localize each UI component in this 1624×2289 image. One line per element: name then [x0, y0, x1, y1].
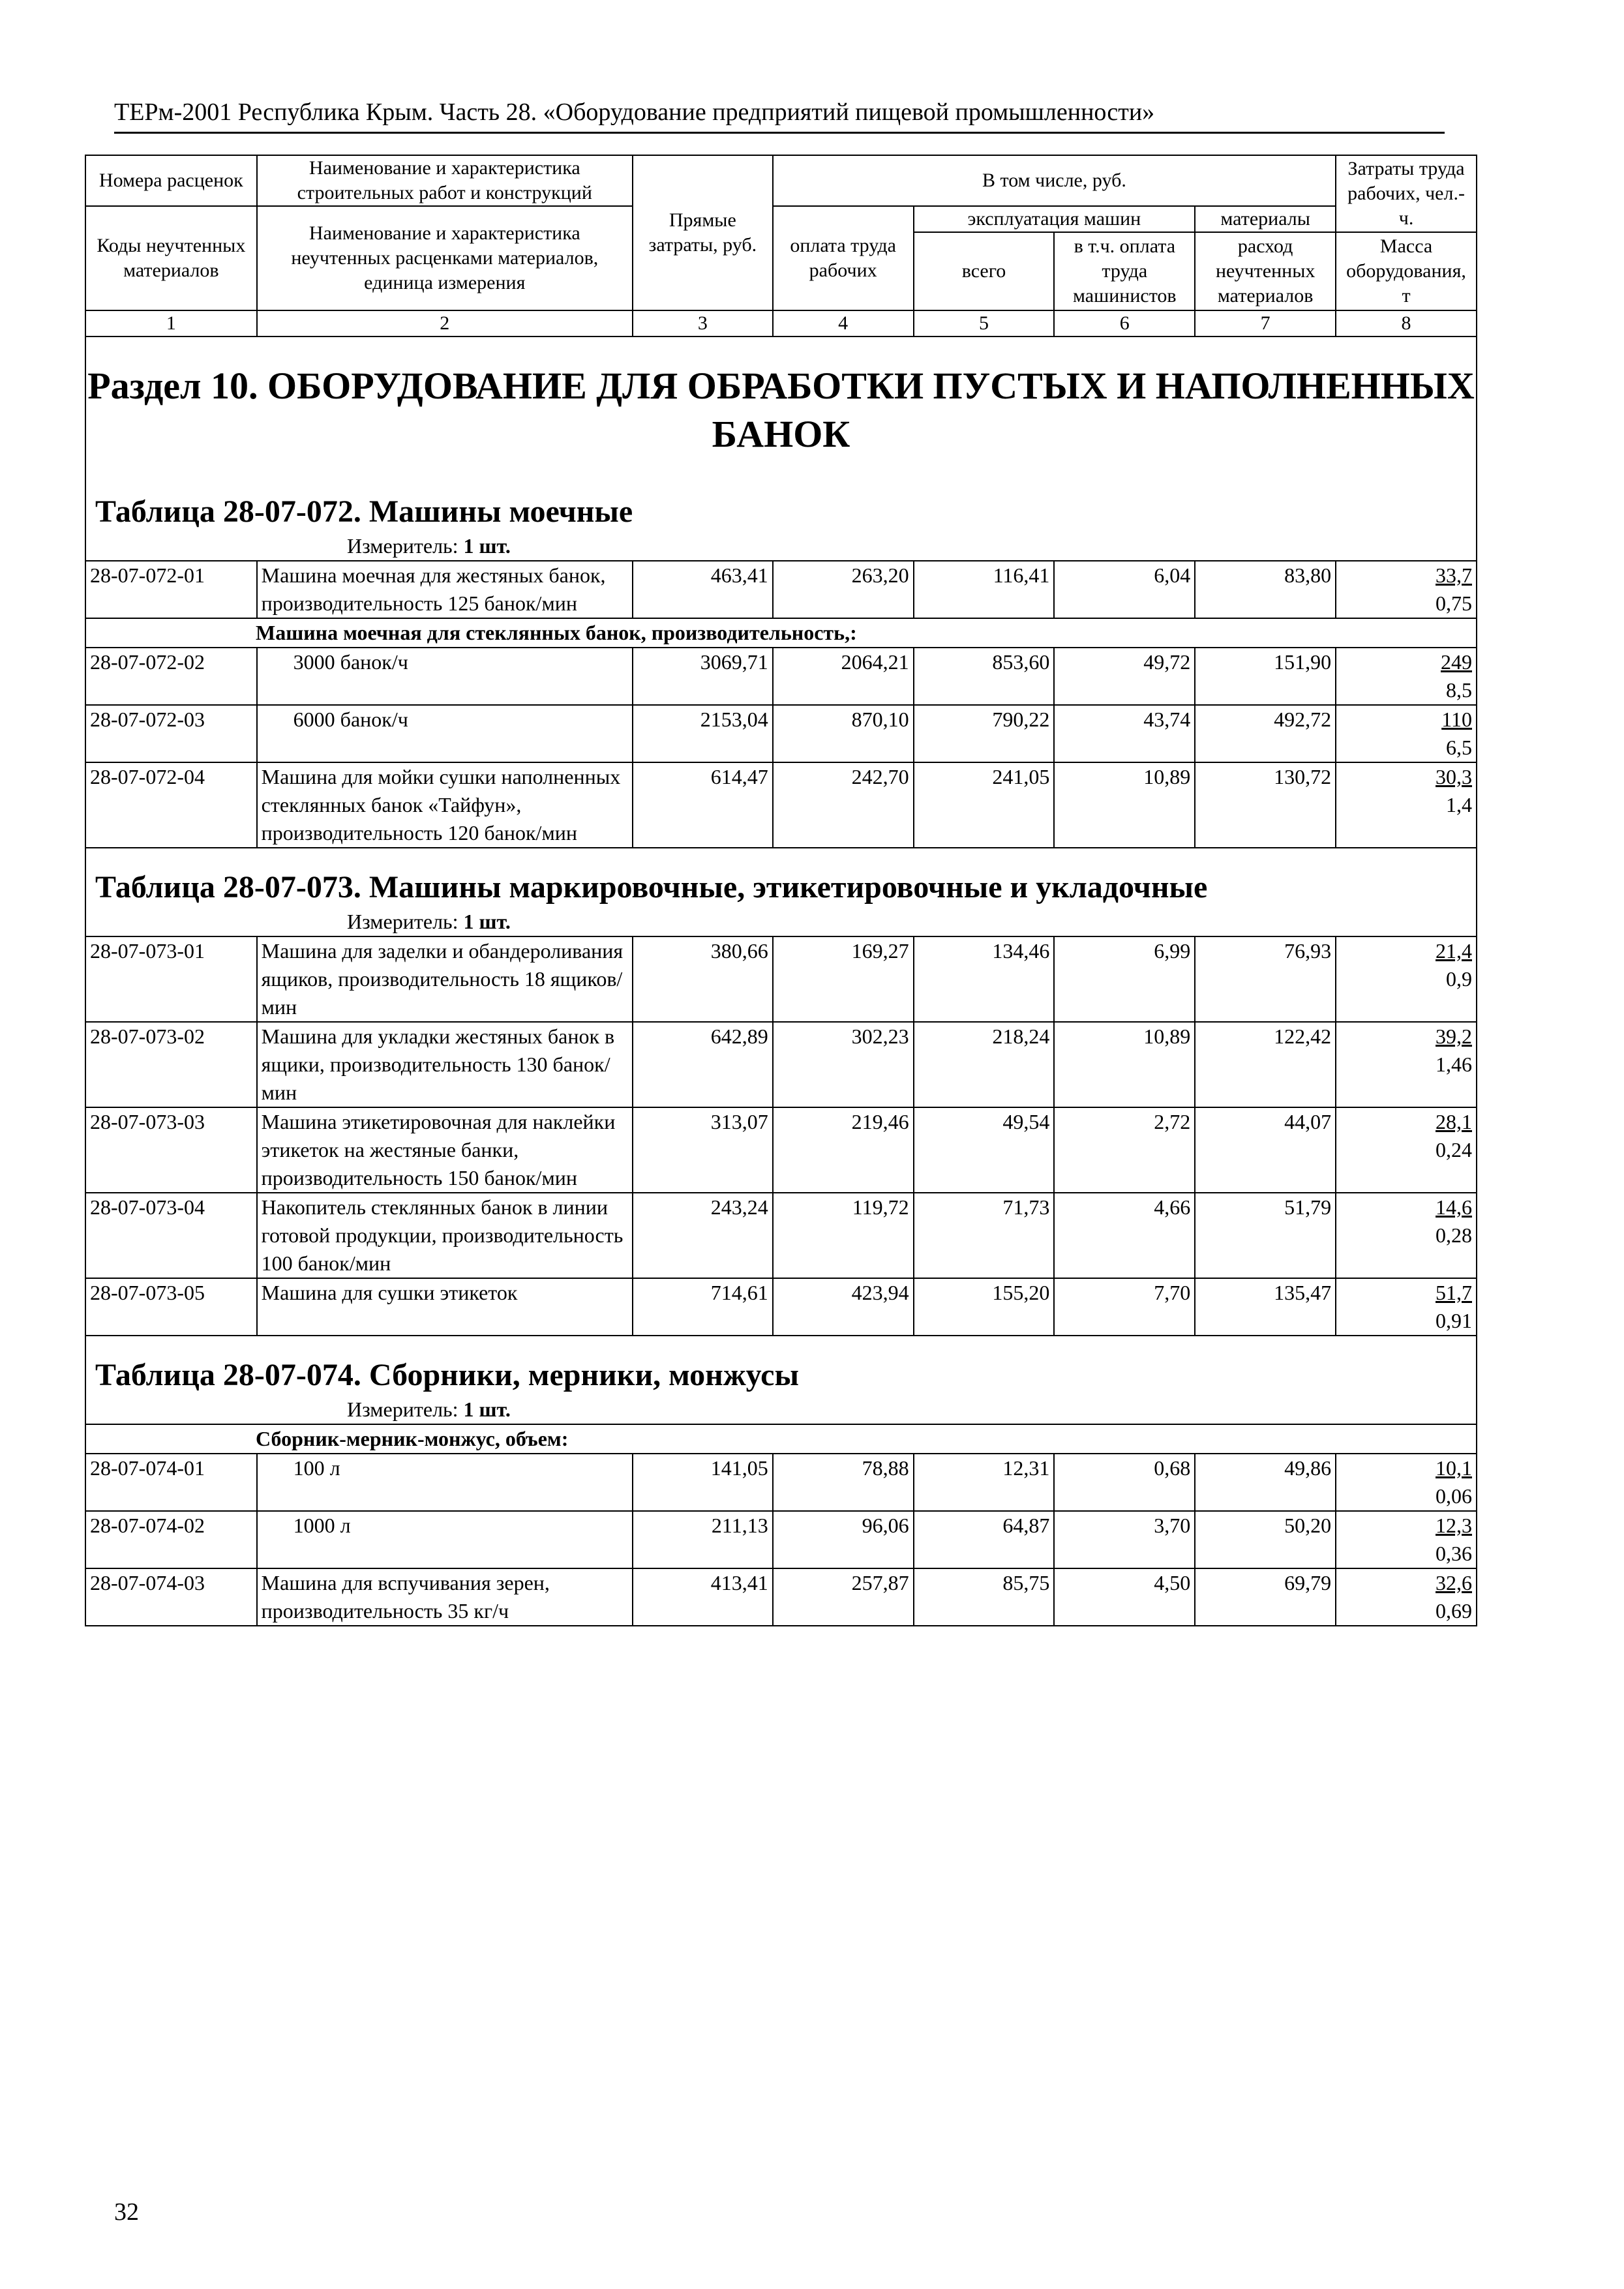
rate-code: 28-07-073-05: [85, 1278, 257, 1336]
labor-mass: 39,2 1,46: [1336, 1022, 1477, 1107]
col-number: 1: [85, 310, 257, 337]
machinists-pay: 2,72: [1054, 1107, 1195, 1193]
machinists-pay: 10,89: [1054, 1022, 1195, 1107]
rate-name: Машина для вспучивания зерен, производительность 35 кг/ч: [257, 1568, 633, 1626]
col-3-header: Прямые затраты, руб.: [633, 155, 773, 310]
rate-code: 28-07-073-02: [85, 1022, 257, 1107]
rate-code: 28-07-074-02: [85, 1511, 257, 1568]
labor-mass: 110 6,5: [1336, 705, 1477, 762]
meter: Измеритель: 1 шт.: [347, 534, 511, 558]
rate-code: 28-07-072-04: [85, 762, 257, 848]
col-number: 2: [257, 310, 633, 337]
labor-mass: 51,7 0,91: [1336, 1278, 1477, 1336]
table-row: [85, 1278, 1477, 1336]
rate-code: 28-07-072-03: [85, 705, 257, 762]
labor-mass: 21,4 0,9: [1336, 936, 1477, 1022]
materials: 44,07: [1195, 1107, 1336, 1193]
direct-costs: 714,61: [633, 1278, 773, 1336]
machinists-pay: 10,89: [1054, 762, 1195, 848]
labor-mass: 33,7 0,75: [1336, 561, 1477, 618]
rate-name: Машина моечная для жестяных банок, производительность 125 банок/мин: [257, 561, 633, 618]
rate-name: Машина для сушки этикеток: [257, 1278, 633, 1336]
table-row: [85, 1454, 1477, 1511]
table-row: [85, 648, 1477, 705]
machines-total: 12,31: [914, 1454, 1055, 1511]
subheader: Сборник-мерник-монжус, объем:: [85, 1424, 1477, 1454]
subheader-row: [85, 618, 1477, 648]
rate-name: 1000 л: [257, 1511, 633, 1568]
col-number: 7: [1195, 310, 1336, 337]
machinists-pay: 4,66: [1054, 1193, 1195, 1278]
subheader: Машина моечная для стеклянных банок, производительность,:: [85, 618, 1477, 648]
machines-total: 71,73: [914, 1193, 1055, 1278]
labor-mass: 32,6 0,69: [1336, 1568, 1477, 1626]
direct-costs: 3069,71: [633, 648, 773, 705]
machinists-pay: 43,74: [1054, 705, 1195, 762]
machinists-pay: 3,70: [1054, 1511, 1195, 1568]
labor-pay: 2064,21: [773, 648, 914, 705]
machinists-pay: 6,04: [1054, 561, 1195, 618]
col-number: 8: [1336, 310, 1477, 337]
machinists-pay: 0,68: [1054, 1454, 1195, 1511]
col-1-header-top: Номера расценок: [85, 155, 257, 206]
rate-code: 28-07-072-01: [85, 561, 257, 618]
rate-code: 28-07-074-01: [85, 1454, 257, 1511]
rate-code: 28-07-073-04: [85, 1193, 257, 1278]
col-number: 3: [633, 310, 773, 337]
machines-total: 241,05: [914, 762, 1055, 848]
table-row: [85, 705, 1477, 762]
direct-costs: 614,47: [633, 762, 773, 848]
col-2-header-top: Наименование и характеристика строительных работ и конструкций: [257, 155, 633, 206]
col-1-header-bottom: Коды неучтенных материалов: [85, 206, 257, 310]
direct-costs: 211,13: [633, 1511, 773, 1568]
rate-code: 28-07-074-03: [85, 1568, 257, 1626]
direct-costs: 2153,04: [633, 705, 773, 762]
materials: 492,72: [1195, 705, 1336, 762]
col-8-header-top: Затраты труда рабочих, чел.-ч.: [1336, 155, 1477, 232]
labor-pay: 302,23: [773, 1022, 914, 1107]
table-row: [85, 762, 1477, 848]
col-number: 6: [1054, 310, 1195, 337]
machines-total: 853,60: [914, 648, 1055, 705]
materials: 135,47: [1195, 1278, 1336, 1336]
materials: 151,90: [1195, 648, 1336, 705]
direct-costs: 380,66: [633, 936, 773, 1022]
labor-pay: 119,72: [773, 1193, 914, 1278]
labor-pay: 219,46: [773, 1107, 914, 1193]
labor-mass: 30,3 1,4: [1336, 762, 1477, 848]
page-number: 32: [114, 2198, 139, 2226]
materials: 76,93: [1195, 936, 1336, 1022]
materials: 122,42: [1195, 1022, 1336, 1107]
materials: 69,79: [1195, 1568, 1336, 1626]
machines-total: 790,22: [914, 705, 1055, 762]
rate-name: 3000 банок/ч: [257, 648, 633, 705]
col-6-header: в т.ч. оплата труда машинистов: [1054, 232, 1195, 310]
table-title: Таблица 28-07-072. Машины моечные: [95, 494, 633, 529]
col-4-header: оплата труда рабочих: [773, 206, 914, 310]
machinists-pay: 4,50: [1054, 1568, 1195, 1626]
machines-total: 85,75: [914, 1568, 1055, 1626]
incl-header: В том числе, руб.: [773, 155, 1336, 206]
rate-name: 6000 банок/ч: [257, 705, 633, 762]
direct-costs: 642,89: [633, 1022, 773, 1107]
materials: 49,86: [1195, 1454, 1336, 1511]
labor-mass: 249 8,5: [1336, 648, 1477, 705]
labor-pay: 257,87: [773, 1568, 914, 1626]
rate-code: 28-07-073-03: [85, 1107, 257, 1193]
direct-costs: 463,41: [633, 561, 773, 618]
rate-name: Машина для мойки сушки наполненных стеклянных банок «Тайфун», производительность 120 банок/мин: [257, 762, 633, 848]
rate-name: Машина этикетировочная для наклейки этикеток на жестяные банки, производительность 150 банок/мин: [257, 1107, 633, 1193]
table-row: [85, 936, 1477, 1022]
rates-table: [85, 155, 1477, 1626]
table-row: [85, 1022, 1477, 1107]
col-number: 4: [773, 310, 914, 337]
section-title: Раздел 10. ОБОРУДОВАНИЕ ДЛЯ ОБРАБОТКИ ПУСТЫХ И НАПОЛНЕННЫХ БАНОК: [87, 365, 1475, 455]
rate-name: Машина для укладки жестяных банок в ящики, производительность 130 банок/мин: [257, 1022, 633, 1107]
machines-header: эксплуатация машин: [914, 206, 1195, 232]
table-title: Таблица 28-07-073. Машины маркировочные, этикетировочные и укладочные: [95, 870, 1208, 905]
direct-costs: 141,05: [633, 1454, 773, 1511]
direct-costs: 313,07: [633, 1107, 773, 1193]
machines-total: 155,20: [914, 1278, 1055, 1336]
labor-pay: 870,10: [773, 705, 914, 762]
labor-mass: 14,6 0,28: [1336, 1193, 1477, 1278]
col-8-header-bottom: Масса оборудования, т: [1336, 232, 1477, 310]
col-2-header-bottom: Наименование и характеристика неучтенных расценками материалов, единица измерения: [257, 206, 633, 310]
labor-pay: 242,70: [773, 762, 914, 848]
labor-pay: 96,06: [773, 1511, 914, 1568]
meter: Измеритель: 1 шт.: [347, 910, 511, 933]
materials-header: материалы: [1195, 206, 1336, 232]
machinists-pay: 49,72: [1054, 648, 1195, 705]
machines-total: 218,24: [914, 1022, 1055, 1107]
col-7-header: расход неучтенных материалов: [1195, 232, 1336, 310]
table-row: [85, 1568, 1477, 1626]
rate-name: Накопитель стеклянных банок в линии готовой продукции, производительность 100 банок/мин: [257, 1193, 633, 1278]
machines-total: 116,41: [914, 561, 1055, 618]
meter: Измеритель: 1 шт.: [347, 1398, 511, 1421]
subheader-row: [85, 1424, 1477, 1454]
col-number: 5: [914, 310, 1055, 337]
col-5-header: всего: [914, 232, 1055, 310]
labor-mass: 28,1 0,24: [1336, 1107, 1477, 1193]
rate-code: 28-07-072-02: [85, 648, 257, 705]
rate-name: Машина для заделки и обандероливания ящиков, производительность 18 ящиков/мин: [257, 936, 633, 1022]
machinists-pay: 6,99: [1054, 936, 1195, 1022]
materials: 51,79: [1195, 1193, 1336, 1278]
table-row: [85, 1193, 1477, 1278]
materials: 83,80: [1195, 561, 1336, 618]
page-header: ТЕРм-2001 Республика Крым. Часть 28. «Оборудование предприятий пищевой промышленности»: [114, 97, 1445, 134]
direct-costs: 413,41: [633, 1568, 773, 1626]
labor-pay: 263,20: [773, 561, 914, 618]
machinists-pay: 7,70: [1054, 1278, 1195, 1336]
rate-name: 100 л: [257, 1454, 633, 1511]
direct-costs: 243,24: [633, 1193, 773, 1278]
machines-total: 49,54: [914, 1107, 1055, 1193]
table-row: [85, 1511, 1477, 1568]
rate-code: 28-07-073-01: [85, 936, 257, 1022]
machines-total: 134,46: [914, 936, 1055, 1022]
labor-mass: 10,1 0,06: [1336, 1454, 1477, 1511]
labor-pay: 78,88: [773, 1454, 914, 1511]
labor-mass: 12,3 0,36: [1336, 1511, 1477, 1568]
table-row: [85, 561, 1477, 618]
table-title: Таблица 28-07-074. Сборники, мерники, монжусы: [95, 1358, 799, 1392]
labor-pay: 423,94: [773, 1278, 914, 1336]
machines-total: 64,87: [914, 1511, 1055, 1568]
materials: 50,20: [1195, 1511, 1336, 1568]
materials: 130,72: [1195, 762, 1336, 848]
table-row: [85, 1107, 1477, 1193]
labor-pay: 169,27: [773, 936, 914, 1022]
